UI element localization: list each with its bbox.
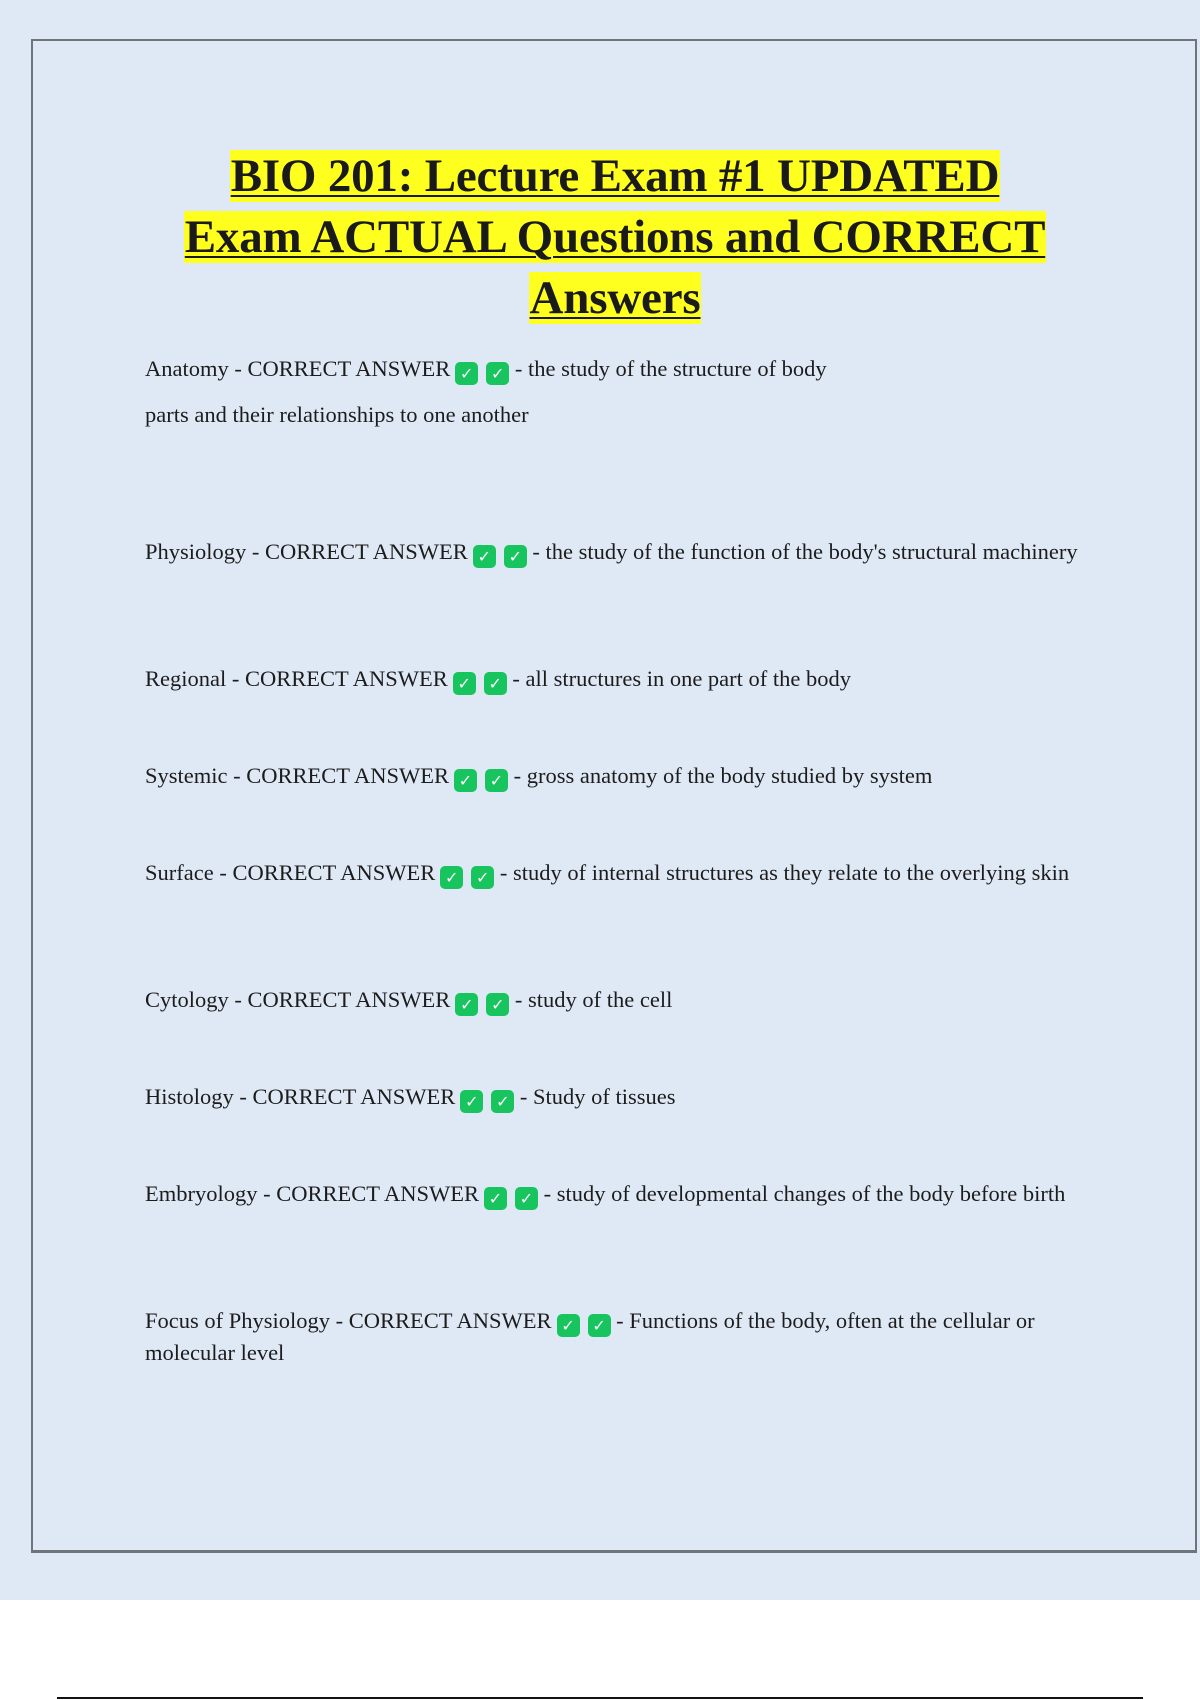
entry-marker: CORRECT ANSWER: [276, 1181, 479, 1206]
check-icon: ✓: [471, 866, 494, 889]
entry-systemic: Systemic - CORRECT ANSWER ✓ ✓ - gross anatomy of the body studied by system: [145, 763, 933, 790]
entry-marker: CORRECT ANSWER: [252, 1084, 456, 1109]
entry-definition: study of internal structures as they relate to the overlying skin: [512, 860, 1070, 885]
check-icon: ✓: [460, 1090, 483, 1113]
document-title: [120, 146, 1110, 329]
check-icon: ✓: [515, 1187, 538, 1210]
entry-term: Anatomy: [145, 356, 229, 381]
entry-definition: study of developmental changes of the body before birth: [556, 1181, 1066, 1206]
check-icon: ✓: [473, 545, 496, 568]
entry-physiology: Physiology - CORRECT ANSWER ✓ ✓ - the study of the function of the body's structural machinery: [145, 539, 1078, 566]
entry-marker: CORRECT ANSWER: [232, 860, 436, 885]
check-icon: ✓: [455, 362, 478, 385]
check-icon: ✓: [486, 362, 509, 385]
entry-anatomy: Anatomy - CORRECT ANSWER ✓ ✓ - the study of the structure of body parts and their relationships to one another: [145, 356, 827, 427]
entry-definition: Functions of the body, often at the cellular or molecular level: [145, 1308, 1035, 1365]
entry-surface: Surface - CORRECT ANSWER ✓ ✓ - study of internal structures as they relate to the overlying skin: [145, 860, 1070, 887]
entry-cytology: Cytology - CORRECT ANSWER ✓ ✓ - study of the cell: [145, 987, 673, 1014]
check-icon: ✓: [453, 672, 476, 695]
entry-definition: gross anatomy of the body studied by system: [526, 763, 933, 788]
entry-marker: CORRECT ANSWER: [247, 987, 451, 1012]
entry-definition: the study of the structure of body parts and their relationships to one another: [145, 356, 827, 427]
entry-term: Surface: [145, 860, 214, 885]
entry-regional: Regional - CORRECT ANSWER ✓ ✓ - all structures in one part of the body: [145, 666, 852, 693]
check-icon: ✓: [491, 1090, 514, 1113]
bottom-rule: [57, 1697, 1143, 1699]
title-line-3: Answers: [529, 272, 701, 324]
check-icon: ✓: [454, 769, 477, 792]
check-icon: ✓: [485, 769, 508, 792]
check-icon: ✓: [484, 672, 507, 695]
entry-focus-of-physiology: Focus of Physiology - CORRECT ANSWER ✓ ✓ - Functions of the body, often at the cellular or molecular level: [145, 1308, 1035, 1365]
check-icon: ✓: [484, 1187, 507, 1210]
check-icon: ✓: [588, 1314, 611, 1337]
check-icon: ✓: [440, 866, 463, 889]
entry-definition: Study of tissues: [533, 1084, 676, 1109]
entry-definition: all structures in one part of the body: [525, 666, 852, 691]
entry-term: Cytology: [145, 987, 229, 1012]
entry-term: Embryology: [145, 1181, 258, 1206]
entry-term: Focus of Physiology: [145, 1308, 331, 1333]
entry-definition: study of the cell: [528, 987, 673, 1012]
title-line-2: Exam ACTUAL Questions and CORRECT: [184, 211, 1046, 263]
entry-marker: CORRECT ANSWER: [348, 1308, 552, 1333]
entry-embryology: Embryology - CORRECT ANSWER ✓ ✓ - study of developmental changes of the body before birth: [145, 1181, 1066, 1208]
entry-marker: CORRECT ANSWER: [244, 666, 448, 691]
check-icon: ✓: [504, 545, 527, 568]
entry-marker: CORRECT ANSWER: [246, 763, 449, 788]
entry-term: Systemic: [145, 763, 228, 788]
entry-term: Physiology: [145, 539, 247, 564]
check-icon: ✓: [486, 993, 509, 1016]
title-line-1: BIO 201: Lecture Exam #1 UPDATED: [230, 150, 1000, 202]
entry-term: Regional: [145, 666, 227, 691]
check-icon: ✓: [455, 993, 478, 1016]
check-icon: ✓: [557, 1314, 580, 1337]
entry-marker: CORRECT ANSWER: [247, 356, 451, 381]
entry-marker: CORRECT ANSWER: [265, 539, 468, 564]
entry-definition: the study of the function of the body's structural machinery: [545, 539, 1078, 564]
entry-term: Histology: [145, 1084, 234, 1109]
entry-histology: Histology - CORRECT ANSWER ✓ ✓ - Study of tissues: [145, 1084, 676, 1111]
